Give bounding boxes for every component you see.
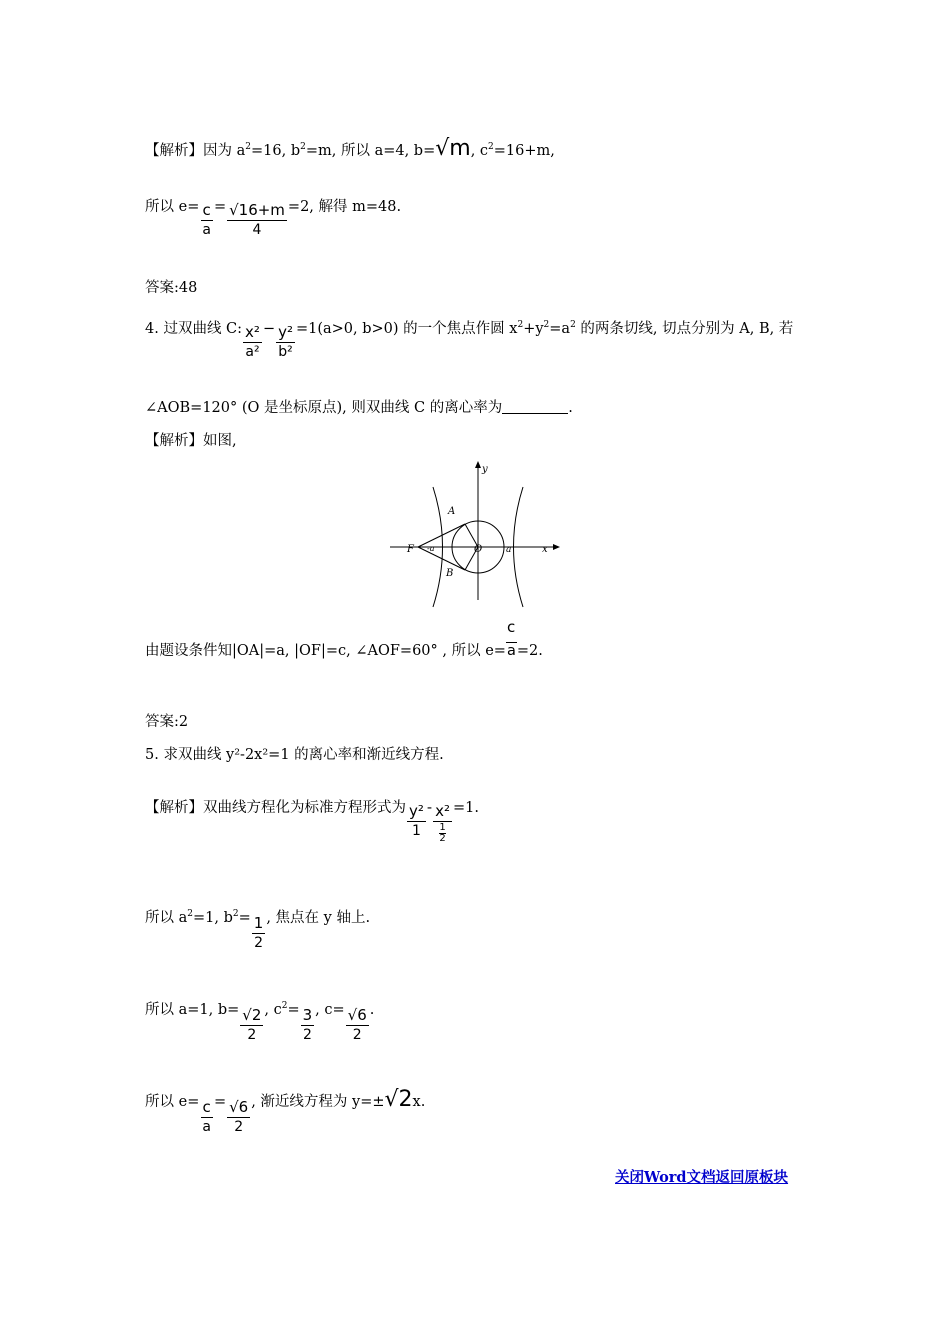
question-4-line-2: ∠AOB=120° (O 是坐标原点), 则双曲线 C 的离心率为 . [145, 400, 573, 416]
fraction-c-over-a: $\frac{c}{a}$ [202, 201, 211, 238]
solution-5-line-2: 所以 $a^2=1$, $b^2=$ $\frac{1}{2}$ , 焦点在 y 轴上. [145, 909, 371, 951]
fraction-c-over-a-raised: c [507, 618, 516, 636]
sqrt-m: √m [435, 136, 471, 161]
fraction-x2-over-half: x² 1 2 [435, 802, 451, 844]
fraction-y2-over-b2: $\frac{\text{y²}}{\text{b²}}$ [278, 323, 293, 360]
answer-3: 答案:48 [145, 280, 198, 296]
fraction-y2-over-1: $\frac{\text{y²}}{1}$ [409, 802, 424, 839]
question-5: 5. 求双曲线 y²-2x²=1 的离心率和渐近线方程. [145, 747, 444, 763]
question-4-line-1: 4. 过双曲线 C: $\frac{\text{x²}}{\text{a²}}$ − $\frac{\text{y²}}{\text{b²}}$ =1(a>0, b>0) 的一个焦点作圆 $x^2+y^2=a^2$ 的两条切线, 切点分别为 A, B, 若 [145, 320, 794, 360]
solution-5-line-1: 【解析】双曲线方程化为标准方程形式为 $\frac{\text{y²}}{1}$ - x² 1 2 =1. [145, 800, 479, 844]
sqrt-2: √2 [384, 1087, 413, 1112]
fraction-sqrt6-over-2-b: $\frac{√6}{2}$ [229, 1098, 249, 1135]
fraction-3-over-2: $\frac{3}{2}$ [302, 1006, 313, 1043]
close-word-return-link[interactable]: 关闭Word文档返回原板块 [615, 1169, 789, 1186]
solution-3-line-1: 【解析】因为 $a^2=16$, $b^2=m$, 所以 a=4, b=√m, $c^2=16+m$, [145, 136, 555, 161]
label-O: O [474, 544, 483, 555]
fraction-c-over-a-2: $\frac{c}{a}$ [202, 1098, 211, 1135]
label-neg-a: -a [427, 544, 435, 553]
label-A: A [448, 506, 456, 517]
fraction-sqrt6-over-2: $\frac{√6}{2}$ [347, 1006, 367, 1043]
fraction-x2-over-a2: $\frac{\text{x²}}{\text{a²}}$ [245, 323, 260, 360]
fraction-1-over-2: $\frac{1}{2}$ [253, 914, 264, 951]
label-B: B [446, 568, 454, 579]
solution-4-heading: 【解析】如图, [145, 433, 237, 449]
fraction-sqrt16m-over-4: $\frac{√16+m}{4}$ [229, 201, 285, 238]
solution-4-line: 由题设条件知|OA|=a, |OF|=c, ∠AOF=60° , 所以 e=a=2. [145, 643, 543, 659]
label-F: F [407, 544, 414, 555]
answer-4: 答案:2 [145, 714, 189, 730]
solution-3-line-2: 所以 e= $\frac{c}{a}$ = $\frac{√16+m}{4}$ =2, 解得 m=48. [145, 199, 402, 238]
label-a: a [506, 545, 512, 555]
solution-5-line-3: 所以 a=1, b= $\frac{√2}{2}$ , $c^2=$ $\frac{3}{2}$ , c= $\frac{√6}{2}$ . [145, 1001, 375, 1043]
solution-5-line-4: 所以 e= $\frac{c}{a}$ = $\frac{√6}{2}$ , 渐近线方程为 y=±√2x. [145, 1087, 426, 1135]
label-x: x [542, 544, 548, 555]
label-y: y [482, 464, 488, 475]
answer-blank [502, 399, 568, 414]
hyperbola-figure [385, 460, 565, 610]
fraction-sqrt2-over-2: $\frac{√2}{2}$ [242, 1006, 262, 1043]
